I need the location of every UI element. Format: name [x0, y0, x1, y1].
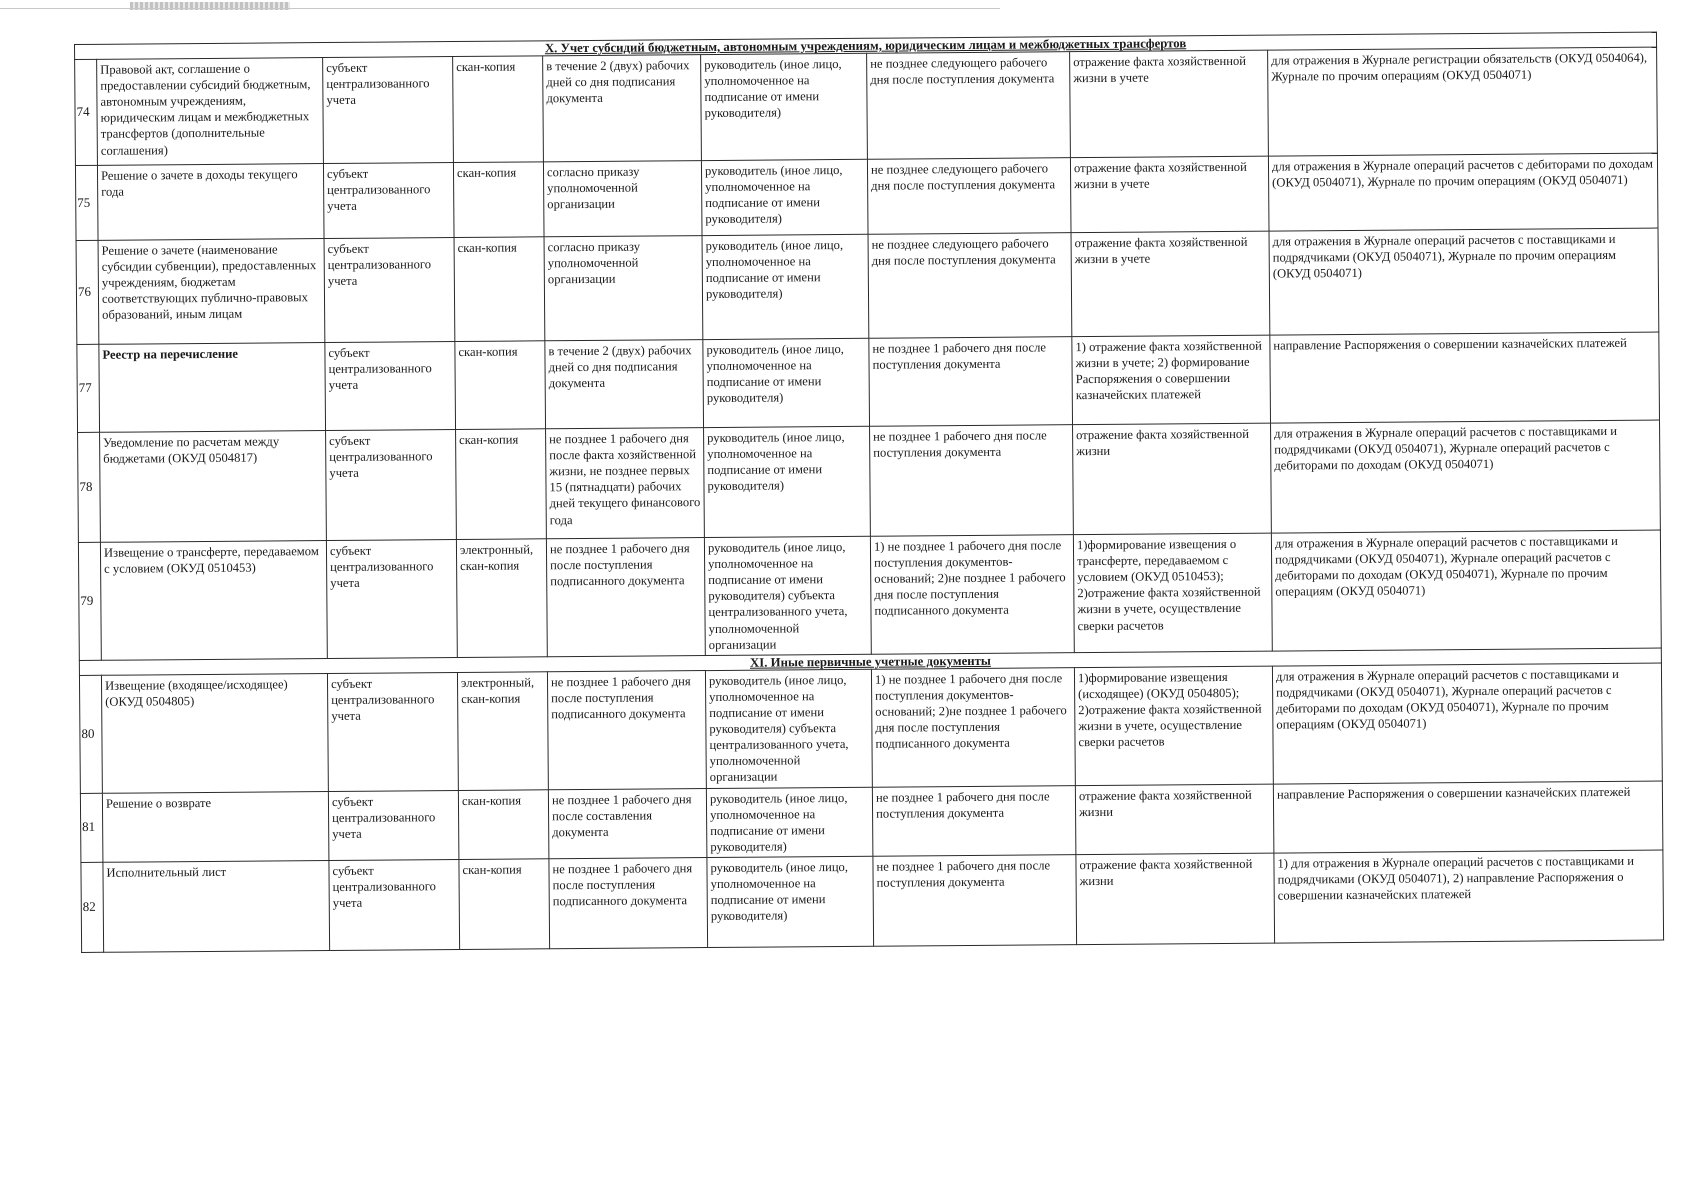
- purpose-cell: для отражения в Журнале операций расчетов с поставщиками и подрядчиками (ОКУД 0504071), Журнале операций расчетов с дебиторами по доходам (ОКУД 0504071), Журнале по прочим операциям (ОКУД 0504071): [1272, 663, 1662, 784]
- action-cell: 1) отражение факта хозяйственной жизни в учете; 2) формирование Распоряжения о совершении казначейских платежей: [1072, 335, 1271, 425]
- table-row: [78, 530, 1661, 660]
- signer-cell: руководитель (иное лицо, уполномоченное на подписание от имени руководителя): [701, 159, 868, 235]
- deadline-cell: не позднее следующего рабочего дня после поступления документа: [867, 52, 1071, 160]
- term-cell: согласно приказу уполномоченной организации: [544, 236, 703, 341]
- term-cell: не позднее 1 рабочего дня после факта хозяйственной жизни, не позднее первых 15 (пятнадцати) рабочих дней текущего финансового года: [546, 428, 705, 539]
- deadline-cell: не позднее следующего рабочего дня после поступления документа: [867, 158, 1071, 235]
- deadline-cell: не позднее 1 рабочего дня после поступления документа: [873, 855, 1077, 947]
- row-number: 80: [79, 675, 102, 793]
- signer-cell: руководитель (иное лицо, уполномоченное на подписание от имени руководителя): [704, 426, 871, 537]
- action-cell: 1)формирование извещения (исходящее) (ОКУД 0504805); 2)отражение факта хозяйственной жизни в учете, осуществление сверки расчетов: [1074, 666, 1273, 785]
- signer-cell: руководитель (иное лицо, уполномоченное на подписание от имени руководителя): [706, 787, 873, 858]
- document-name-cell: Исполнительный лист: [103, 860, 330, 952]
- purpose-cell: направление Распоряжения о совершении казначейских платежей: [1270, 332, 1660, 423]
- format-cell: скан-копия: [456, 429, 547, 540]
- purpose-cell: направление Распоряжения о совершении казначейских платежей: [1273, 781, 1663, 853]
- purpose-cell: 1) для отражения в Журнале операций расчетов с поставщиками и подрядчиками (ОКУД 0504071), 2) направление Распоряжения о совершении казначейских платежей: [1274, 850, 1664, 943]
- table-row: [79, 663, 1662, 793]
- row-number: 78: [78, 432, 101, 542]
- row-number: 81: [80, 793, 103, 863]
- subject-cell: субъект централизованного учета: [324, 238, 455, 343]
- format-cell: электронный, скан-копия: [457, 672, 548, 790]
- subject-cell: субъект централизованного учета: [326, 540, 457, 659]
- subject-cell: субъект централизованного учета: [326, 430, 457, 541]
- row-number: 77: [77, 344, 100, 432]
- purpose-cell: для отражения в Журнале операций расчетов с поставщиками и подрядчиками (ОКУД 0504071), Журнале операций расчетов с дебиторами по доходам (ОКУД 0504071), Журнале по прочим операциям (ОКУД 0504071): [1271, 530, 1661, 651]
- table-row: [81, 850, 1664, 952]
- section-title: XI. Иные первичные учетные документы: [79, 648, 1661, 675]
- format-cell: скан-копия: [459, 859, 550, 950]
- signer-cell: руководитель (иное лицо, уполномоченное на подписание от имени руководителя): [707, 856, 874, 947]
- table-row: [76, 228, 1659, 344]
- document-name-cell: Правовой акт, соглашение о предоставлении субсидий бюджетным, автономным учреждениям, юридическим лицам и межбюджетных трансфертов (дополнительные соглашения): [97, 58, 324, 166]
- document-name-cell: Решение о зачете (наименование субсидии субвенции), предоставленных учреждениям, бюджетам соответствующих публично-правовых образований, иным лицам: [98, 239, 325, 345]
- format-cell: скан-копия: [458, 789, 549, 859]
- term-cell: в течение 2 (двух) рабочих дней со дня подписания документа: [543, 55, 702, 162]
- subject-cell: субъект централизованного учета: [328, 790, 459, 860]
- format-cell: электронный, скан-копия: [456, 539, 547, 657]
- signer-cell: руководитель (иное лицо, уполномоченное на подписание от имени руководителя): [702, 234, 869, 339]
- purpose-cell: для отражения в Журнале операций расчетов с поставщиками и подрядчиками (ОКУД 0504071), Журнале операций расчетов с дебиторами по доходам (ОКУД 0504071): [1271, 420, 1661, 533]
- deadline-cell: не позднее 1 рабочего дня после поступления документа: [869, 337, 1073, 427]
- document-name-cell: Уведомление по расчетам между бюджетами (ОКУД 0504817): [100, 431, 327, 543]
- document-name-cell: Извещение о трансферте, передаваемом с условием (ОКУД 0510453): [100, 541, 327, 661]
- document-page: [74, 32, 1663, 953]
- term-cell: не позднее 1 рабочего дня после поступления подписанного документа: [547, 670, 706, 789]
- table-row: [75, 153, 1658, 240]
- purpose-cell: для отражения в Журнале операций расчетов с поставщиками и подрядчиками (ОКУД 0504071), Журнале по прочим операциям (ОКУД 0504071): [1269, 228, 1659, 335]
- action-cell: отражение факта хозяйственной жизни в учете: [1071, 231, 1270, 337]
- purpose-cell: для отражения в Журнале операций расчетов с дебиторами по доходам (ОКУД 0504071), Журнале по прочим операциям (ОКУД 0504071): [1268, 153, 1658, 231]
- format-cell: скан-копия: [454, 237, 545, 342]
- row-number: 74: [75, 59, 98, 165]
- format-cell: скан-копия: [455, 341, 546, 430]
- subject-cell: субъект централизованного учета: [327, 672, 458, 791]
- action-cell: отражение факта хозяйственной жизни: [1076, 853, 1275, 945]
- subject-cell: субъект централизованного учета: [323, 57, 454, 164]
- signer-cell: руководитель (иное лицо, уполномоченное на подписание от имени руководителя) субъекта централизованного учета, уполномоченной организации: [705, 669, 872, 788]
- format-cell: скан-копия: [453, 56, 544, 163]
- deadline-cell: не позднее 1 рабочего дня после поступления документа: [870, 425, 1074, 537]
- table-row: [80, 781, 1663, 863]
- row-number: 75: [75, 165, 98, 240]
- document-name-cell: Решение о возврате: [102, 791, 329, 862]
- term-cell: в течение 2 (двух) рабочих дней со дня подписания документа: [545, 340, 704, 429]
- subject-cell: субъект централизованного учета: [325, 342, 456, 431]
- action-cell: отражение факта хозяйственной жизни: [1075, 784, 1274, 855]
- signer-cell: руководитель (иное лицо, уполномоченное на подписание от имени руководителя) субъекта централизованного учета, уполномоченной организации: [704, 536, 871, 655]
- scan-edge-line: [0, 8, 1000, 9]
- document-name-cell: Извещение (входящее/исходящее) (ОКУД 0504805): [101, 673, 328, 793]
- action-cell: отражение факта хозяйственной жизни в учете: [1070, 50, 1269, 158]
- format-cell: скан-копия: [453, 162, 544, 238]
- table-row: [77, 332, 1660, 432]
- purpose-cell: для отражения в Журнале регистрации обязательств (ОКУД 0504064), Журнале по прочим операциям (ОКУД 0504071): [1268, 47, 1658, 156]
- deadline-cell: 1) не позднее 1 рабочего дня после поступления документов-оснований; 2)не позднее 1 рабочего дня после поступления подписанного документа: [870, 535, 1074, 654]
- signer-cell: руководитель (иное лицо, уполномоченное на подписание от имени руководителя): [703, 338, 870, 427]
- subject-cell: субъект централизованного учета: [329, 859, 460, 950]
- subject-cell: субъект централизованного учета: [323, 163, 454, 239]
- action-cell: отражение факта хозяйственной жизни в учете: [1070, 156, 1269, 233]
- document-name-cell: Реестр на перечисление: [99, 343, 326, 433]
- term-cell: не позднее 1 рабочего дня после поступления подписанного документа: [546, 538, 705, 657]
- deadline-cell: не позднее следующего рабочего дня после поступления документа: [868, 233, 1072, 339]
- term-cell: не позднее 1 рабочего дня после составления документа: [548, 788, 707, 859]
- deadline-cell: не позднее 1 рабочего дня после поступления документа: [872, 785, 1076, 856]
- row-number: 79: [78, 542, 101, 660]
- section-title: X. Учет субсидий бюджетным, автономным учреждениям, юридическим лицам и межбюджетных трансфертов: [75, 32, 1657, 59]
- table-row: [75, 47, 1658, 165]
- row-number: 76: [76, 240, 99, 344]
- row-number: 82: [81, 862, 104, 952]
- deadline-cell: 1) не позднее 1 рабочего дня после поступления документов-оснований; 2)не позднее 1 рабочего дня после поступления подписанного документа: [871, 667, 1075, 786]
- document-table: [74, 32, 1664, 953]
- action-cell: отражение факта хозяйственной жизни: [1073, 423, 1272, 535]
- term-cell: не позднее 1 рабочего дня после поступления подписанного документа: [549, 858, 708, 949]
- document-name-cell: Решение о зачете в доходы текущего года: [97, 164, 324, 241]
- signer-cell: руководитель (иное лицо, уполномоченное на подписание от имени руководителя): [701, 53, 868, 160]
- action-cell: 1)формирование извещения о трансферте, передаваемом с условием (ОКУД 0510453); 2)отражение факта хозяйственной жизни в учете, осуществление сверки расчетов: [1073, 533, 1272, 652]
- term-cell: согласно приказу уполномоченной организации: [543, 161, 702, 237]
- table-row: [78, 420, 1661, 542]
